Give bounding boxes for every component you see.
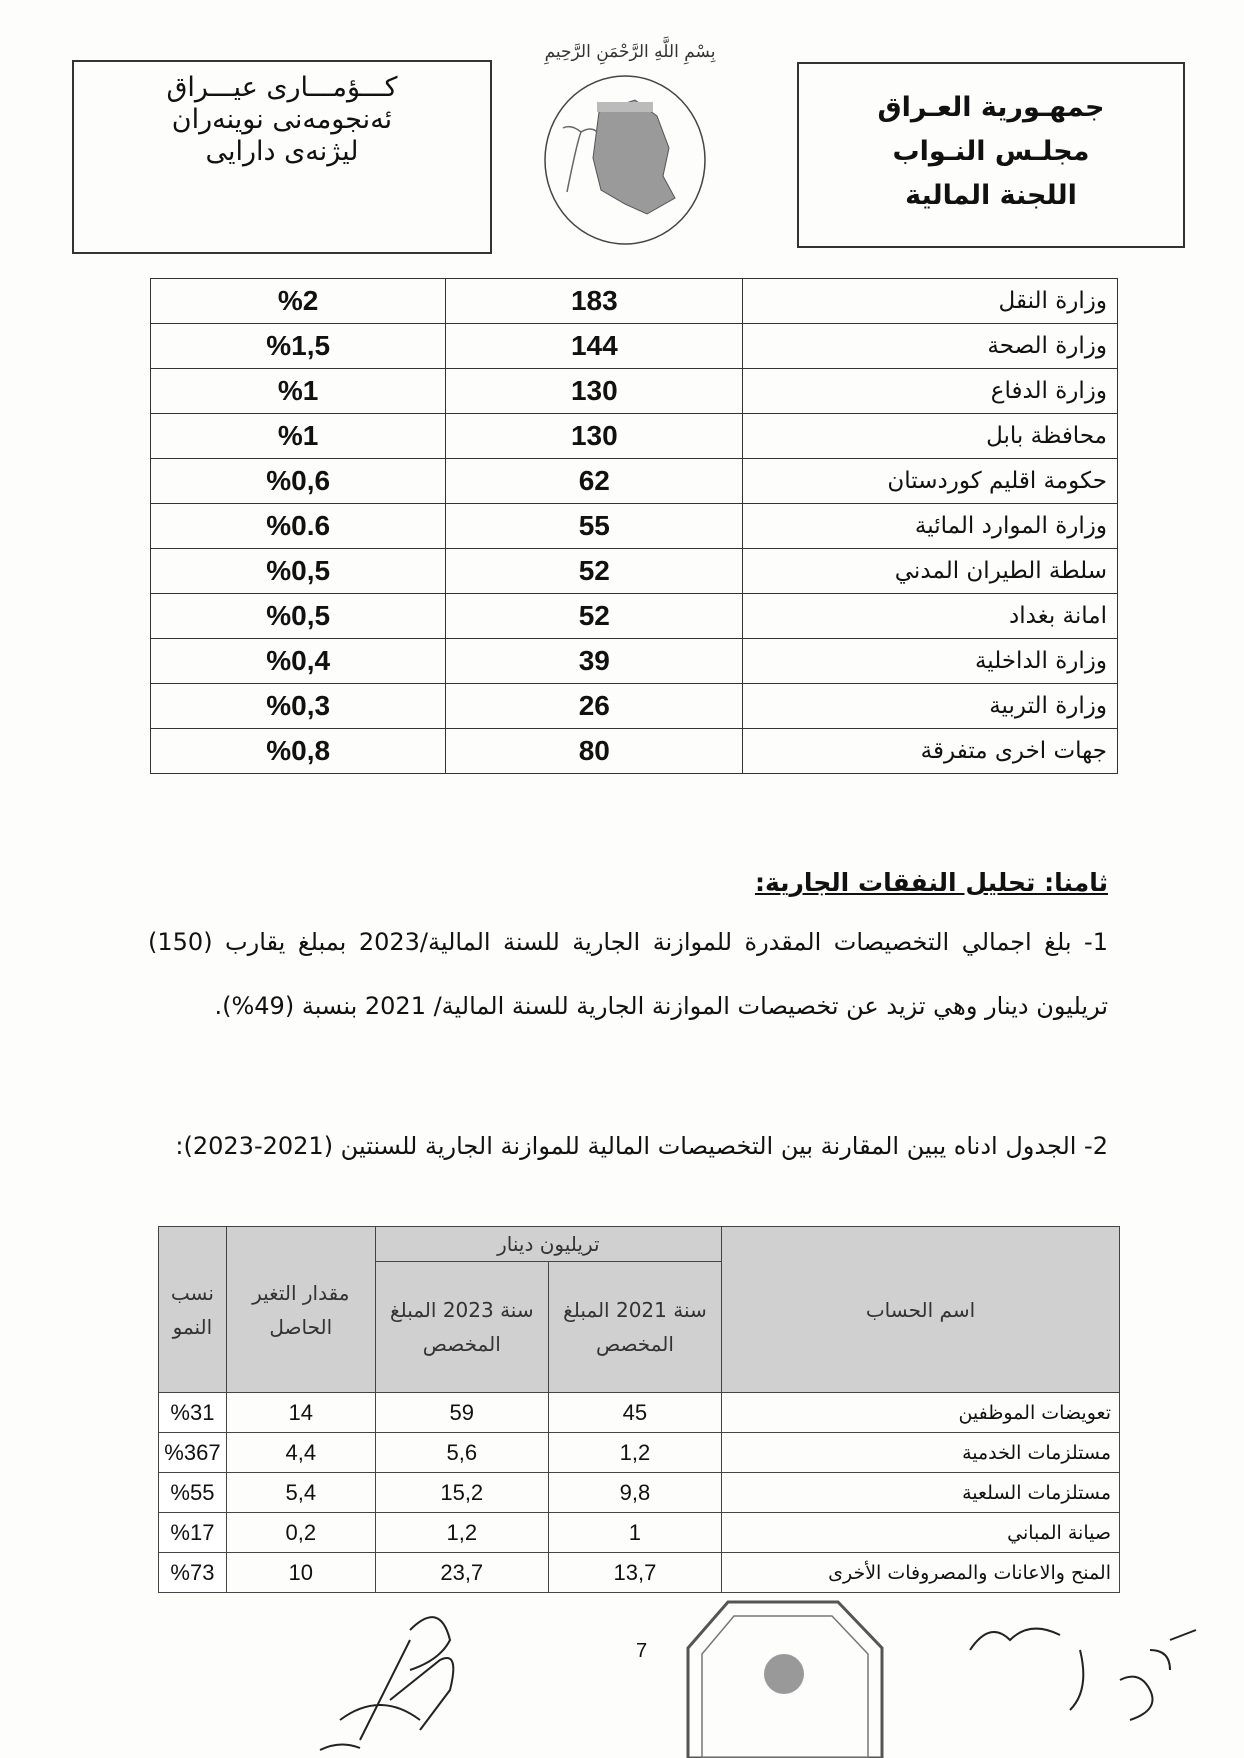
allocation-percent: %0,4 xyxy=(151,639,446,684)
allocation-percent: %0,5 xyxy=(151,549,446,594)
header-growth: نسب النمو xyxy=(159,1227,227,1393)
allocation-value: 80 xyxy=(446,729,743,774)
amount-2023: 5,6 xyxy=(375,1433,548,1473)
table1-row xyxy=(151,324,1118,369)
header-right-box xyxy=(797,62,1185,248)
allocation-value: 62 xyxy=(446,459,743,504)
change-amount: 0,2 xyxy=(226,1513,375,1553)
header-2021: سنة 2021 المبلغ المخصص xyxy=(548,1262,721,1393)
allocation-percent: %1 xyxy=(151,369,446,414)
table1-row xyxy=(151,729,1118,774)
entity-name: وزارة الموارد المائية xyxy=(743,504,1118,549)
basmala: بِسْمِ اللَّهِ الرَّحْمَنِ الرَّحِيمِ xyxy=(544,42,716,62)
account-name: صيانة المباني xyxy=(722,1513,1120,1553)
amount-2023: 59 xyxy=(375,1393,548,1433)
table2-row xyxy=(159,1473,1120,1513)
allocation-value: 39 xyxy=(446,639,743,684)
account-name: المنح والاعانات والمصروفات الأخرى xyxy=(722,1553,1120,1593)
signature-right-icon xyxy=(960,1610,1200,1750)
ministries-allocation-table xyxy=(150,278,1118,774)
amount-2021: 1 xyxy=(548,1513,721,1553)
change-amount: 10 xyxy=(226,1553,375,1593)
current-expenditure-comparison-table xyxy=(158,1226,1120,1593)
header-unit: تريليون دينار xyxy=(375,1227,721,1262)
table1-row xyxy=(151,459,1118,504)
allocation-value: 130 xyxy=(446,369,743,414)
header-committee: اللجنة المالية xyxy=(905,180,1077,211)
header-account: اسم الحساب xyxy=(722,1227,1120,1393)
table2-row xyxy=(159,1433,1120,1473)
entity-name: جهات اخرى متفرقة xyxy=(743,729,1118,774)
allocation-percent: %1 xyxy=(151,414,446,459)
header-left-box xyxy=(72,60,492,254)
entity-name: محافظة بابل xyxy=(743,414,1118,459)
entity-name: وزارة الدفاع xyxy=(743,369,1118,414)
allocation-value: 144 xyxy=(446,324,743,369)
allocation-percent: %0.6 xyxy=(151,504,446,549)
entity-name: وزارة النقل xyxy=(743,279,1118,324)
account-name: مستلزمات الخدمية xyxy=(722,1433,1120,1473)
header-change: مقدار التغير الحاصل xyxy=(226,1227,375,1393)
header-republic: جمهـورية العـراق xyxy=(877,92,1105,123)
allocation-value: 183 xyxy=(446,279,743,324)
change-amount: 14 xyxy=(226,1393,375,1433)
header-2023: سنة 2023 المبلغ المخصص xyxy=(375,1262,548,1393)
header-kurdish-committee: ليژنەى دارايى xyxy=(205,136,359,167)
account-name: تعويضات الموظفين xyxy=(722,1393,1120,1433)
account-name: مستلزمات السلعية xyxy=(722,1473,1120,1513)
allocation-value: 52 xyxy=(446,594,743,639)
table1-row xyxy=(151,504,1118,549)
allocation-percent: %0,8 xyxy=(151,729,446,774)
entity-name: سلطة الطيران المدني xyxy=(743,549,1118,594)
amount-2021: 45 xyxy=(548,1393,721,1433)
growth-rate: %73 xyxy=(159,1553,227,1593)
table2-row xyxy=(159,1393,1120,1433)
table2-row xyxy=(159,1513,1120,1553)
allocation-percent: %0,5 xyxy=(151,594,446,639)
official-stamp-icon xyxy=(668,1588,898,1758)
allocation-value: 55 xyxy=(446,504,743,549)
entity-name: وزارة الصحة xyxy=(743,324,1118,369)
header-council: مجلـس النـواب xyxy=(892,136,1090,167)
amount-2021: 13,7 xyxy=(548,1553,721,1593)
table2-row xyxy=(159,1553,1120,1593)
amount-2021: 1,2 xyxy=(548,1433,721,1473)
table1-row xyxy=(151,369,1118,414)
parliament-emblem-icon xyxy=(537,72,713,248)
allocation-percent: %2 xyxy=(151,279,446,324)
entity-name: وزارة الداخلية xyxy=(743,639,1118,684)
section-title: ثامنا: تحليل النفقات الجارية: xyxy=(754,868,1108,897)
header-kurdish-council: ئەنجومەنى نوينەران xyxy=(171,104,393,135)
change-amount: 5,4 xyxy=(226,1473,375,1513)
table1-row xyxy=(151,684,1118,729)
page-number: 7 xyxy=(636,1640,648,1662)
growth-rate: %367 xyxy=(159,1433,227,1473)
growth-rate: %17 xyxy=(159,1513,227,1553)
growth-rate: %31 xyxy=(159,1393,227,1433)
table1-row xyxy=(151,414,1118,459)
signature-left-icon xyxy=(300,1600,500,1757)
entity-name: حكومة اقليم كوردستان xyxy=(743,459,1118,504)
amount-2023: 23,7 xyxy=(375,1553,548,1593)
entity-name: وزارة التربية xyxy=(743,684,1118,729)
table1-row xyxy=(151,594,1118,639)
table1-row xyxy=(151,279,1118,324)
allocation-value: 26 xyxy=(446,684,743,729)
paragraph-2: 2- الجدول ادناه يبين المقارنة بين التخصيصات المالية للموازنة الجارية للسنتين (2021-2023): xyxy=(175,1132,1108,1160)
allocation-value: 130 xyxy=(446,414,743,459)
amount-2023: 15,2 xyxy=(375,1473,548,1513)
allocation-percent: %0,3 xyxy=(151,684,446,729)
amount-2023: 1,2 xyxy=(375,1513,548,1553)
growth-rate: %55 xyxy=(159,1473,227,1513)
amount-2021: 9,8 xyxy=(548,1473,721,1513)
allocation-percent: %0,6 xyxy=(151,459,446,504)
header-kurdish-republic: كـــؤمـــارى عيـــراق xyxy=(166,72,398,103)
allocation-percent: %1,5 xyxy=(151,324,446,369)
table1-row xyxy=(151,549,1118,594)
entity-name: امانة بغداد xyxy=(743,594,1118,639)
table1-row xyxy=(151,639,1118,684)
change-amount: 4,4 xyxy=(226,1433,375,1473)
allocation-value: 52 xyxy=(446,549,743,594)
paragraph-1: 1- بلغ اجمالي التخصيصات المقدرة للموازنة الجارية للسنة المالية/2023 بمبلغ يقارب (150) تريليون دينار وهي تزيد عن تخصيصات الموازنة الجارية للسنة المالية/ 2021 بنسبة (49%). xyxy=(148,928,1108,1020)
